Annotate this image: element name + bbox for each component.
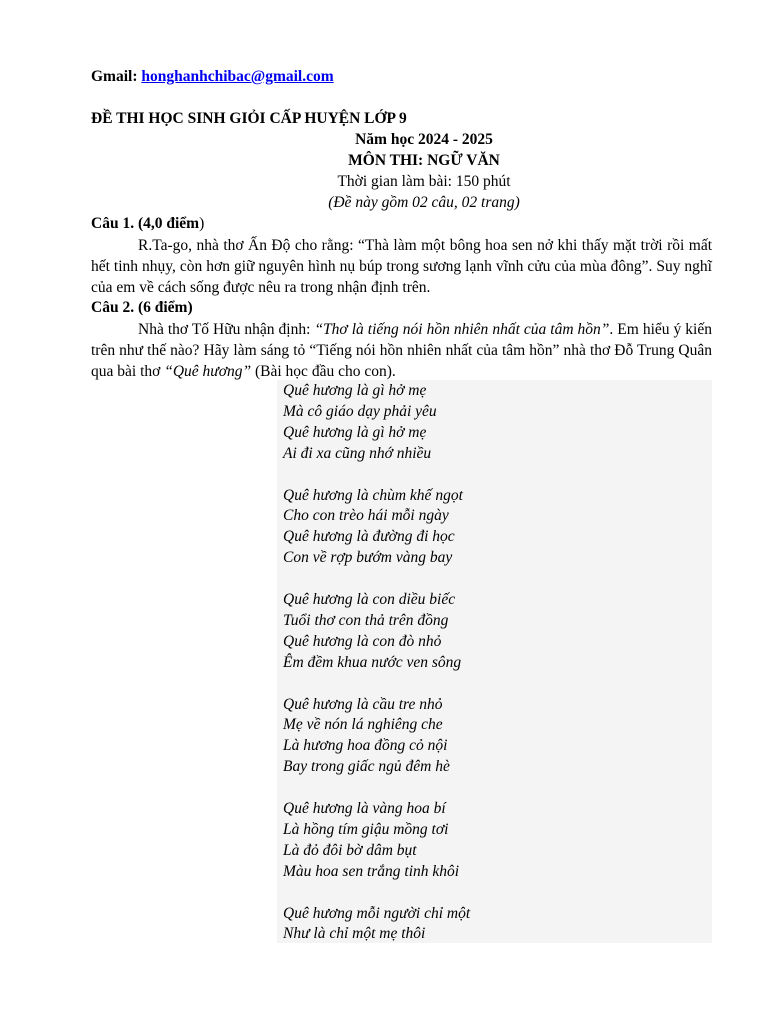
poem-stanza [283,486,470,570]
poem-line: Màu hoa sen trắng tinh khôi [283,862,460,880]
question-1-text: R.Ta-go, nhà thơ Ấn Độ cho rằng: “Thà làm một bông hoa sen nở khi thấy mặt trời rồi mất hết tinh nhụy, còn hơn giữ nguyên hình nụ búp trong sương lạnh vĩnh cửu của mùa đông”. Suy nghĩ của em về cách sống được nêu ra trong nhận định trên. [91,237,712,296]
exam-time: Thời gian làm bài: 150 phút [337,173,511,190]
poem-line: Quê hương là chùm khế ngọt [283,486,463,504]
poem-stanza [283,590,470,674]
poem-line: Mà cô giáo dạy phải yêu [283,402,437,420]
poem-stanza [283,695,470,779]
poem-line: Như là chỉ một mẹ thôi [283,925,426,943]
poem-line: Tuổi thơ con thả trên đồng [283,611,449,629]
poem-line: Quê hương là cầu tre nhỏ [283,695,443,713]
email-link[interactable]: honghanhchibac@gmail.com [141,68,334,85]
question-2-quote: “Thơ là tiếng nói hồn nhiên nhất của tâm hồn” [314,321,610,338]
email-line [91,68,334,86]
exam-title: ĐỀ THI HỌC SINH GIỎI CẤP HUYỆN LỚP 9 [91,110,407,127]
exam-subject: MÔN THI: NGỮ VĂN [348,152,500,169]
email-label: Gmail: [91,68,142,85]
poem-line: Con về rợp bướm vàng bay [283,549,453,567]
exam-note: (Đề này gồm 02 câu, 02 trang) [328,194,520,211]
poem-line: Là hương hoa đồng cỏ nội [283,737,448,755]
poem-line: Ai đi xa cũng nhớ nhiều [283,444,432,462]
question-2-text [91,319,712,382]
poem-line: Quê hương là đường đi học [283,528,455,546]
poem-stanza [283,799,470,883]
question-1-heading-text: Câu 1. (4,0 điểm [91,215,200,232]
question-2-intro: Nhà thơ Tố Hữu nhận định: [138,321,315,338]
poem-line: Bay trong giấc ngủ đêm hè [283,758,450,776]
question-1-heading-paren: ) [199,215,205,232]
poem-title: “Quê hương” [164,363,252,380]
question-1-heading [91,215,204,233]
poem-line: Quê hương là con đò nhỏ [283,632,442,650]
poem-line: Quê hương là gì hở mẹ [283,382,427,399]
question-2-end: (Bài học đầu cho con). [251,363,396,380]
school-year: Năm học 2024 - 2025 [355,131,493,148]
question-2-middle: . Em hiểu ý kiến trên như thế nào? Hãy làm sáng tỏ “Tiếng nói hồn nhiên nhất của tâm hồn” nhà thơ Đỗ Trung Quân qua bài thơ [91,321,712,380]
poem-line: Êm đềm khua nước ven sông [283,653,462,671]
poem-line: Cho con trèo hái mỗi ngày [283,507,449,525]
poem-stanza [283,904,470,946]
poem-stanza [283,381,470,465]
question-2-heading: Câu 2. (6 điểm) [91,299,193,316]
poem-line: Mẹ về nón lá nghiêng che [283,716,443,734]
poem-line: Là hồng tím giậu mồng tơi [283,820,449,838]
poem-line: Quê hương mỗi người chỉ một [283,904,471,922]
poem-line: Quê hương là gì hở mẹ [283,423,427,441]
poem-line: Là đỏ đôi bờ dâm bụt [283,841,417,859]
poem-line: Quê hương là con diều biếc [283,591,456,609]
poem-line: Quê hương là vàng hoa bí [283,800,446,818]
poem [283,381,470,945]
